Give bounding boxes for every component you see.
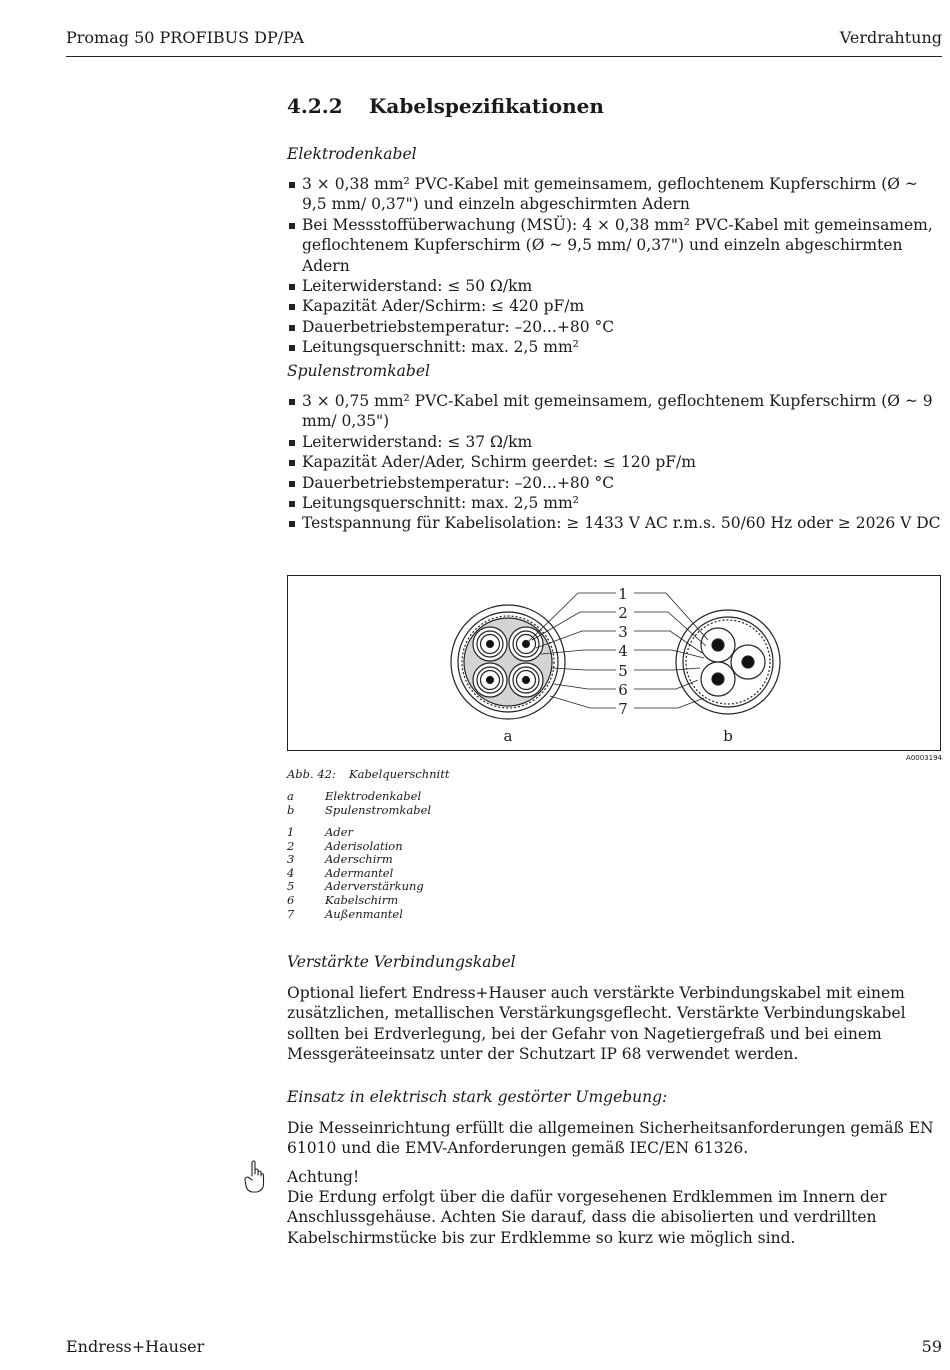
emc-heading: Einsatz in elektrisch stark gestörter Umgebung: [287,1088,668,1106]
reinforced-cable-text: Optional liefert Endress+Hauser auch verstärkte Verbindungskabel mit einem zusätzlichen, metallischen Verstärkungsgeflecht. Verstärkte Verbindungskabel sollten bei Erdverlegung, bei der Gefahr von Nagetiergefraß und bei einem Messgeräteeinsatz unter der Schutzart IP 68 verwendet werden. [287,984,906,1064]
callout-3: 3 [618,623,628,641]
figure-legend-ab [287,790,431,817]
callout-5: 5 [618,662,628,680]
electrode-cable-list [287,174,947,358]
cable-cross-section-diagram [288,576,940,750]
list-item: Testspannung für Kabelisolation: ≥ 1433 V AC r.m.s. 50/60 Hz oder ≥ 2026 V DC [287,513,947,533]
list-item: Leitungsquerschnitt: max. 2,5 mm² [287,337,947,357]
list-item: Dauerbetriebstemperatur: –20...+80 °C [287,317,947,337]
list-item: 7 Außenmantel [287,906,403,921]
header-doc-title: Promag 50 PROFIBUS DP/PA [66,28,305,47]
list-item: 3 × 0,75 mm² PVC-Kabel mit gemeinsamem, geflochtenem Kupferschirm (Ø ~ 9 mm/ 0,35") [287,391,947,432]
label-a: a [503,727,513,745]
callout-1: 1 [618,585,628,603]
cable-cross-section-figure [287,575,941,751]
section-title [287,94,604,118]
label-b: b [723,727,733,745]
note-title: Achtung! [287,1168,360,1186]
list-item: Dauerbetriebstemperatur: –20...+80 °C [287,473,947,493]
callout-4: 4 [618,642,628,660]
list-item: Leiterwiderstand: ≤ 37 Ω/km [287,432,947,452]
list-item: 2 Aderisolation [287,838,403,853]
callout-6: 6 [618,681,628,699]
reinforced-cable-heading: Verstärkte Verbindungskabel [287,953,516,971]
figure-legend-numbers [287,826,424,921]
caption-label: Abb. 42: [287,767,336,781]
list-item: Bei Messstoffüberwachung (MSÜ): 4 × 0,38 mm² PVC-Kabel mit gemeinsamem, geflochtenem Kupferschirm (Ø ~ 9,5 mm/ 0,37") und einzeln abgeschirmten Adern [287,215,947,276]
list-item: 3 × 0,38 mm² PVC-Kabel mit gemeinsamem, geflochtenem Kupferschirm (Ø ~ 9,5 mm/ 0,37") und einzeln abgeschirmten Adern [287,174,947,215]
electrode-cable-heading: Elektrodenkabel [287,145,417,163]
coil-cable-list [287,391,947,534]
coil-cable-heading: Spulenstromkabel [287,362,430,380]
list-item: 6 Kabelschirm [287,892,399,907]
callout-2: 2 [618,604,628,622]
list-item: b Spulenstromkabel [287,802,432,817]
list-item: 4 Adermantel [287,865,394,880]
list-item: 5 Aderverstärkung [287,879,424,894]
list-item: a Elektrodenkabel [287,789,422,803]
caption-text: Kabelquerschnitt [349,767,450,781]
note-text: Die Erdung erfolgt über die dafür vorgesehenen Erdklemmen im Innern der Anschlussgehäuse. Achten Sie darauf, dass die abisolierten und verdrillten Kabelschirmstücke bis zur Erdklemme so kurz wie möglich sind. [287,1188,887,1247]
figure-id: A0003194 [906,754,942,762]
list-item: Kapazität Ader/Ader, Schirm geerdet: ≤ 120 pF/m [287,452,947,472]
list-item: 3 Aderschirm [287,852,393,867]
figure-caption [287,767,449,781]
section-title-text: Kabelspezifikationen [369,94,604,118]
coil-cable-drawing [676,610,780,714]
list-item: Leiterwiderstand: ≤ 50 Ω/km [287,276,947,296]
list-item: 1 Ader [287,825,353,839]
emc-text: Die Messeinrichtung erfüllt die allgemeinen Sicherheitsanforderungen gemäß EN 61010 und die EMV-Anforderungen gemäß IEC/EN 61326. [287,1119,934,1158]
page-number: 59 [921,1337,942,1356]
footer-company: Endress+Hauser [66,1337,205,1356]
list-item: Kapazität Ader/Schirm: ≤ 420 pF/m [287,296,947,316]
callout-7: 7 [618,700,628,718]
pointing-hand-icon [242,1160,266,1194]
header-rule [66,56,942,57]
header-chapter: Verdrahtung [839,28,942,47]
list-item: Leitungsquerschnitt: max. 2,5 mm² [287,493,947,513]
section-number: 4.2.2 [287,94,343,118]
